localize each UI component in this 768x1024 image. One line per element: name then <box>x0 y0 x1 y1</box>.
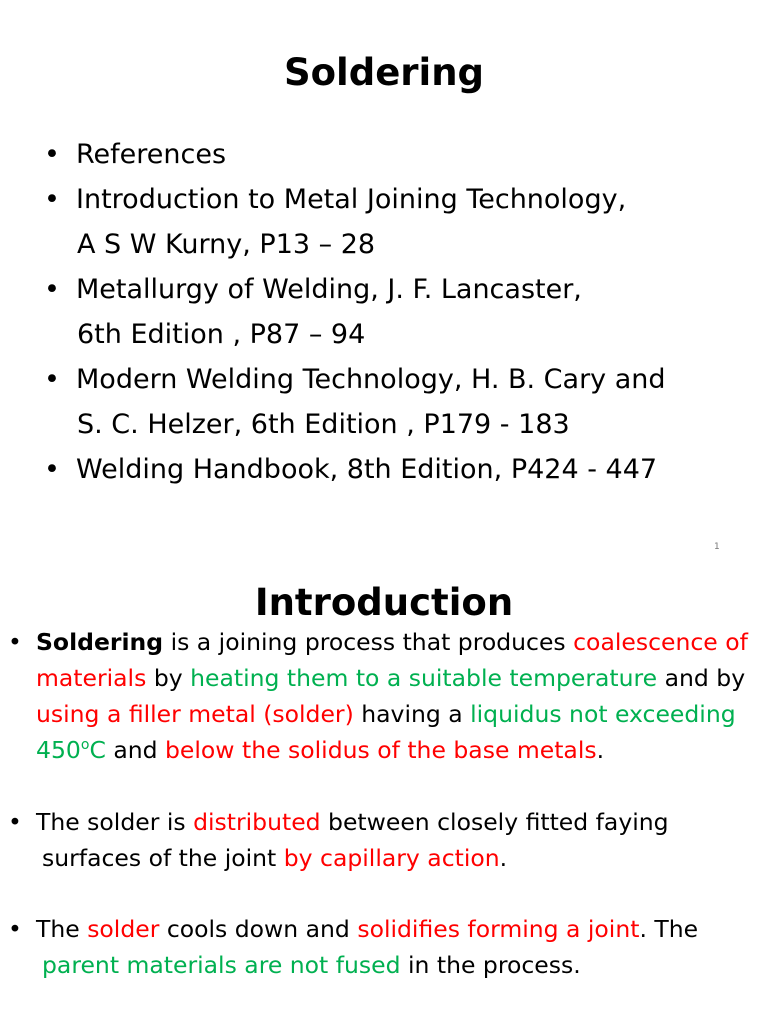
bullet-marker: • <box>44 139 60 170</box>
highlight-red: using a filler metal (solder) <box>36 700 354 728</box>
paragraph-2-line-1 <box>36 807 669 837</box>
paragraph-1-line-4 <box>36 735 604 765</box>
highlight-green: heating them to a suitable temperature <box>190 664 658 692</box>
text-run: by <box>146 664 191 692</box>
reference-1-line-2: A S W Kurny, P13 – 28 <box>77 229 376 260</box>
text-run: The solder is <box>36 808 194 836</box>
paragraph-1-line-2 <box>36 663 745 693</box>
term-soldering: Soldering <box>36 628 164 656</box>
paragraph-3-line-1 <box>36 914 698 944</box>
reference-heading: References <box>76 139 227 170</box>
paragraph-1-line-1 <box>36 627 748 657</box>
reference-3-line-2: S. C. Helzer, 6th Edition , P179 - 183 <box>77 409 570 440</box>
highlight-red: materials <box>36 664 147 692</box>
text-run: is a joining process that produces <box>163 628 574 656</box>
text-run: cools down and <box>159 915 358 943</box>
bullet-marker: • <box>44 274 60 305</box>
paragraph-2-line-2 <box>42 843 507 873</box>
highlight-red: distributed <box>193 808 321 836</box>
text-run: and by <box>657 664 746 692</box>
paragraph-3-line-2 <box>42 950 581 980</box>
reference-4-line-1: Welding Handbook, 8th Edition, P424 - 447 <box>76 454 658 485</box>
degree-superscript: o <box>80 737 90 753</box>
text-run: in the process. <box>400 951 581 979</box>
text-run: between closely fitted faying <box>320 808 669 836</box>
slide-2 <box>0 512 768 1024</box>
text-run: surfaces of the joint <box>42 844 284 872</box>
text-run: having a <box>353 700 471 728</box>
text-run: . <box>499 844 508 872</box>
text-run: . <box>596 736 605 764</box>
page-number: 1 <box>714 542 720 552</box>
bullet-marker: • <box>8 808 22 836</box>
temperature-value: 450 <box>36 736 81 764</box>
highlight-red: coalescence of <box>573 628 748 656</box>
highlight-red: by capillary action <box>283 844 500 872</box>
temperature-unit: C <box>89 736 106 764</box>
reference-2-line-2: 6th Edition , P87 – 94 <box>77 319 366 350</box>
highlight-green: liquidus not exceeding <box>470 700 736 728</box>
slide-1-title: Soldering <box>283 51 485 94</box>
text-run: The <box>36 915 88 943</box>
text-run: and <box>105 736 166 764</box>
reference-2-line-1: Metallurgy of Welding, J. F. Lancaster, <box>76 274 582 305</box>
highlight-red: solder <box>87 915 160 943</box>
bullet-marker: • <box>44 454 60 485</box>
highlight-red: solidifies forming a joint <box>357 915 640 943</box>
bullet-marker: • <box>8 915 22 943</box>
text-run: . The <box>639 915 699 943</box>
bullet-marker: • <box>44 364 60 395</box>
paragraph-1-line-3 <box>36 699 736 729</box>
bullet-marker: • <box>44 184 60 215</box>
highlight-green: parent materials are not fused <box>42 951 401 979</box>
bullet-marker: • <box>8 628 22 656</box>
reference-1-line-1: Introduction to Metal Joining Technology, <box>76 184 627 215</box>
slide-2-title: Introduction <box>254 581 514 624</box>
highlight-red: below the solidus of the base metals <box>165 736 597 764</box>
reference-3-line-1: Modern Welding Technology, H. B. Cary and <box>76 364 666 395</box>
